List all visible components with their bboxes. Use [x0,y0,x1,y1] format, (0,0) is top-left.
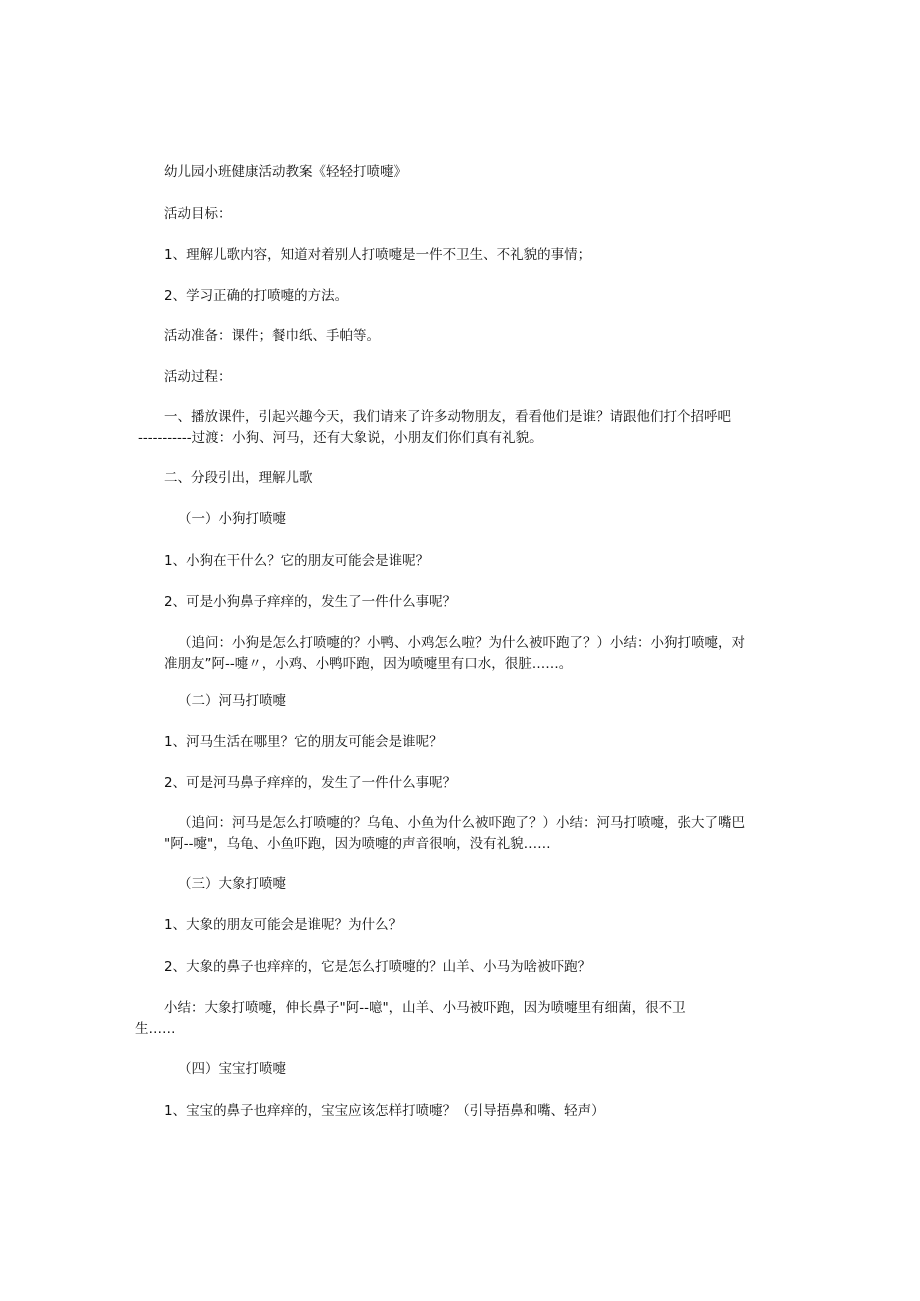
part-2-note-line-2: "阿--嚏"，乌龟、小鱼吓跑，因为喷嚏的声音很响，没有礼貌…… [164,836,551,852]
step-1-line-1: 一、播放课件，引起兴趣今天，我们请来了许多动物朋友，看看他们是谁？请跟他们打个招呼吧 [164,409,731,425]
part-4-question-1: 1、宝宝的鼻子也痒痒的，宝宝应该怎样打喷嚏？（引导捂鼻和嘴、轻声） [164,1103,605,1119]
preparation-line: 活动准备：课件；餐巾纸、手帕等。 [164,328,380,344]
process-heading: 活动过程： [164,369,232,385]
goal-item-2: 2、学习正确的打喷嚏的方法。 [164,288,349,304]
step-1-line-2: -----------过渡：小狗、河马，还有大象说，小朋友们你们真有礼貌。 [138,430,543,446]
part-1-note-line-2: 准朋友”阿--嚏〃，小鸡、小鸭吓跑，因为喷嚏里有口水，很脏……。 [164,656,573,672]
part-3-heading: （三）大象打喷嚏 [178,876,286,892]
goals-heading: 活动目标： [164,206,232,222]
document-title: 幼儿园小班健康活动教案《轻轻打喷嚏》 [164,164,407,180]
part-3-note-line-2: 生…… [135,1021,176,1037]
part-3-question-2: 2、大象的鼻子也痒痒的，它是怎么打喷嚏的？山羊、小马为啥被吓跑？ [164,959,592,975]
part-2-question-2: 2、可是河马鼻子痒痒的，发生了一件什么事呢？ [164,775,457,791]
part-2-note-line-1: （追问：河马是怎么打喷嚏的？乌龟、小鱼为什么被吓跑了？）小结：河马打喷嚏，张大了嘴巴 [178,815,745,831]
part-4-heading: （四）宝宝打喷嚏 [178,1061,286,1077]
part-3-note-line-1: 小结：大象打喷嚏，伸长鼻子"阿--噫"，山羊、小马被吓跑，因为喷嚏里有细菌，很不卫 [164,1000,686,1016]
goal-item-1: 1、理解儿歌内容，知道对着别人打喷嚏是一件不卫生、不礼貌的事情； [164,247,592,263]
part-1-question-1: 1、小狗在干什么？它的朋友可能会是谁呢？ [164,553,430,569]
part-1-question-2: 2、可是小狗鼻子痒痒的，发生了一件什么事呢？ [164,594,457,610]
part-3-question-1: 1、大象的朋友可能会是谁呢？为什么？ [164,917,403,933]
step-2-heading: 二、分段引出，理解儿歌 [164,470,313,486]
part-1-note-line-1: （追问：小狗是怎么打喷嚏的？小鸭、小鸡怎么啦？为什么被吓跑了？）小结：小狗打喷嚏，对 [178,635,745,651]
part-1-heading: （一）小狗打喷嚏 [178,511,286,527]
part-2-heading: （二）河马打喷嚏 [178,693,286,709]
part-2-question-1: 1、河马生活在哪里？它的朋友可能会是谁呢？ [164,734,443,750]
